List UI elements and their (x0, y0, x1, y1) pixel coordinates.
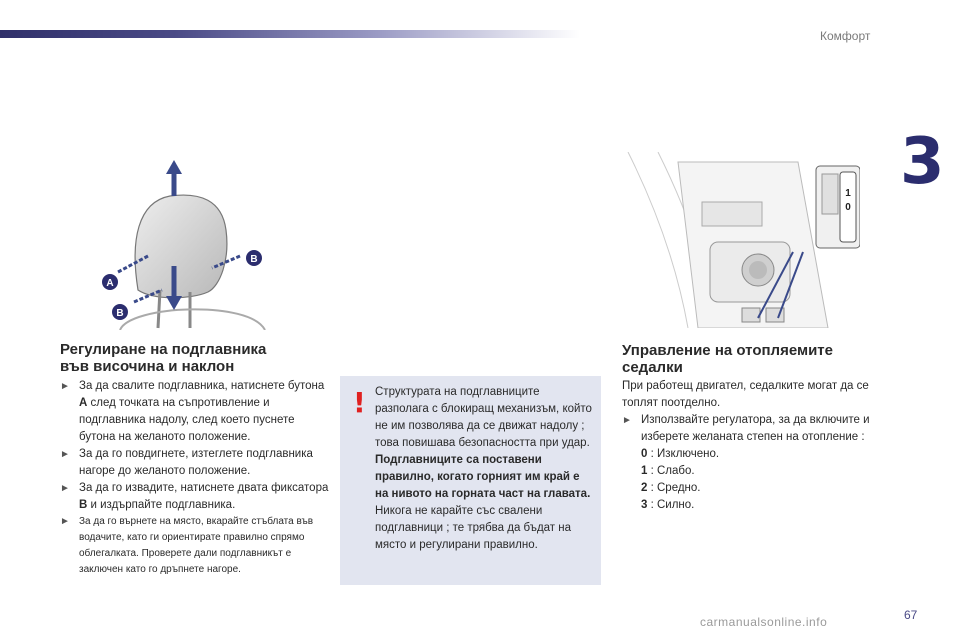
dial-mark-0: 0 (845, 202, 851, 213)
headrest-illustration (90, 160, 290, 330)
level-item: 0 : Изключено. (641, 448, 720, 460)
level-item: 1 : Слабо. (641, 465, 695, 477)
bullet-icon: ► (60, 449, 70, 460)
headrest-instructions (60, 378, 330, 578)
bullet-icon: ► (60, 483, 70, 494)
heating-section-title (622, 342, 902, 376)
warning-paragraph-1: Структурата на подглавниците разполага с блокиращ механизъм, който не им позволява да се движат надолу ; това повишава безопасността при удар. (375, 386, 592, 449)
dial-mark-1: 1 (845, 188, 851, 199)
label-b-2: B (250, 254, 258, 265)
level-item: 3 : Силно. (641, 499, 695, 511)
list-item: ► За да го върнете на място, вкарайте стъблата във водачите, като ги ориентирате правилно спрямо облегалката. Проверете дали подглавникът е заключен като го дръпнете нагоре. (60, 516, 314, 575)
list-item: ► За да го извадите, натиснете двата фиксатора B и издърпайте подглавника. (60, 482, 329, 511)
watermark: carmanualsonline.info (700, 615, 828, 629)
heating-title-line2: седалки (622, 359, 683, 376)
level-item: 2 : Средно. (641, 482, 701, 494)
list-item: ► За да го повдигнете, изтеглете подглавника нагоре до желаното положение. (60, 448, 313, 477)
bullet-icon: ► (60, 381, 70, 392)
bullet-icon: ► (60, 516, 70, 527)
warning-box (340, 376, 601, 585)
warning-text (375, 384, 593, 554)
warning-paragraph-2: Подглавниците са поставени правилно, когато горният им край е на нивото на горната част на главата. (375, 454, 591, 500)
heating-title-line1: Управление на отопляемите (622, 342, 833, 359)
label-b-1: B (116, 308, 124, 319)
warning-paragraph-3: Никога не карайте със свалени подглавници ; те трябва да бъдат на място и регулирани правилно. (375, 505, 572, 551)
section-title: Комфорт (820, 29, 871, 43)
seat-heater-illustration (618, 152, 860, 328)
warning-icon: ! (353, 386, 366, 419)
label-a: A (106, 278, 114, 289)
list-item: ► За да свалите подглавника, натиснете бутона A след точката на съпротивление и подглавника надолу, след което пуснете бутона на желаното положение. (60, 380, 325, 443)
headrest-title-line1: Регулиране на подглавника (60, 341, 267, 358)
list-item: ► Използвайте регулатора, за да включите и изберете желаната степен на отопление : (622, 414, 870, 443)
heating-bullet-list (622, 412, 892, 446)
bullet-icon: ► (622, 415, 632, 426)
headrest-section-title (60, 341, 340, 375)
heating-instructions (622, 378, 892, 514)
headrest-title-line2: във височина и наклон (60, 358, 235, 375)
chapter-number: 3 (900, 125, 945, 199)
page-number: 67 (904, 608, 918, 622)
header-gradient-bar (0, 30, 580, 38)
heating-levels (622, 446, 892, 514)
heating-intro: При работещ двигател, седалките могат да се топлят поотделно. (622, 380, 869, 409)
